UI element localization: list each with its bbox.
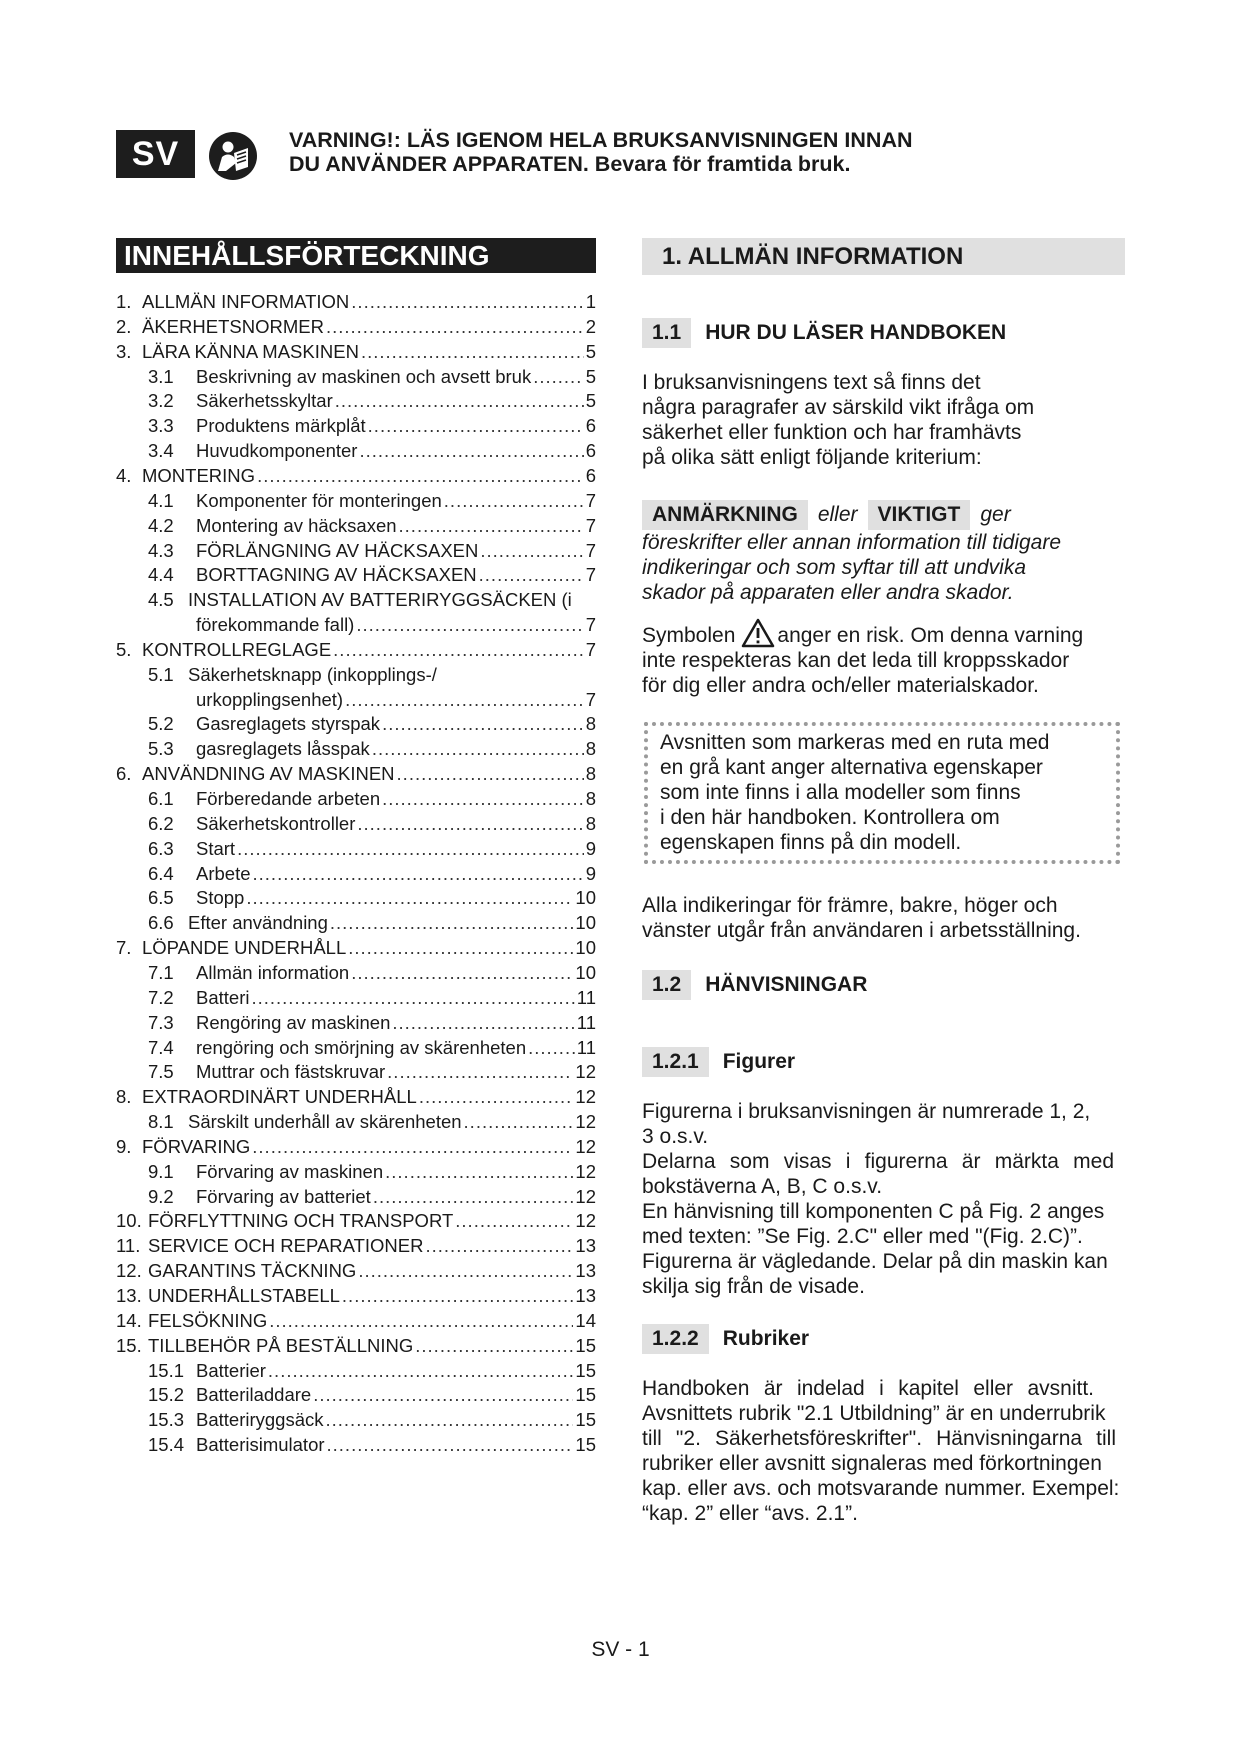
text-line: Handboken är indelad i kapitel eller avsnitt. [642, 1377, 1094, 1400]
toc-item-title: Efter användning [188, 912, 328, 934]
toc-item-page: 9 [585, 837, 596, 859]
toc-item-page: 10 [575, 937, 596, 959]
toc-item[interactable] [148, 1432, 596, 1457]
toc-leader-dots [330, 910, 574, 935]
subsection-title: Rubriker [722, 1327, 810, 1350]
toc-item-title: Särskilt underhåll av skärenheten [188, 1111, 462, 1133]
toc-item[interactable] [148, 538, 596, 563]
toc-item-title: UNDERHÅLLSTABELL [148, 1285, 340, 1306]
toc-item-page: 12 [575, 1111, 596, 1133]
toc-item-title: Muttrar och fästskruvar [196, 1061, 386, 1083]
toc-item[interactable] [148, 1184, 596, 1209]
rubriker-paragraph [642, 1376, 1137, 1526]
toc-leader-dots [397, 761, 584, 786]
text-line: bokstäverna A, B, C o.s.v. [642, 1175, 883, 1198]
toc-item-page: 15 [575, 1409, 596, 1431]
toc-leader-dots [399, 513, 584, 538]
toc-item-number: 13. [116, 1285, 142, 1306]
or-word: eller [817, 503, 858, 526]
toc-title: INNEHÅLLSFÖRTECKNING [116, 238, 596, 273]
toc-item[interactable] [116, 1308, 596, 1333]
text-line: Avsnitten som markeras med en ruta med [660, 731, 1050, 754]
toc-item-title: Allmän information [196, 961, 350, 983]
toc-item[interactable] [116, 289, 596, 314]
toc-item[interactable] [196, 612, 596, 637]
toc-item-number: 15.3 [148, 1409, 185, 1431]
toc-leader-dots [480, 538, 583, 563]
toc-item-page: 11 [576, 1036, 596, 1058]
toc-item-page: 8 [585, 812, 596, 834]
toc-item-title: LÄRA KÄNNA MASKINEN [142, 340, 359, 362]
toc-item-title: KONTROLLREGLAGE [142, 638, 332, 660]
toc-item-number: 6.6 [148, 912, 174, 934]
toc-item-title: Gasreglagets styrspak [196, 713, 381, 735]
toc-leader-dots [528, 1035, 575, 1060]
toc-leader-dots [419, 1084, 574, 1109]
toc-leader-dots [351, 289, 583, 314]
toc-leader-dots [327, 1432, 574, 1457]
toc-item-title: Förvaring av maskinen [196, 1160, 384, 1182]
toc-item[interactable] [148, 910, 596, 935]
toc-item-number: 15.1 [148, 1359, 185, 1381]
subsection-1-2-2-heading [642, 1324, 809, 1354]
subsection-number: 1.2.2 [642, 1324, 709, 1354]
toc-item[interactable] [116, 761, 596, 786]
toc-item-title: Stopp [196, 887, 245, 909]
toc-item-number: 7.2 [148, 986, 174, 1008]
toc-leader-dots [415, 1333, 573, 1358]
warning-symbol-paragraph [642, 618, 1122, 698]
toc-leader-dots [351, 960, 573, 985]
toc-item[interactable] [148, 662, 596, 687]
toc-leader-dots [348, 935, 573, 960]
toc-item-page: 12 [575, 1160, 596, 1182]
toc-item-title: Säkerhetsskyltar [196, 390, 333, 412]
toc-item-number: 9.2 [148, 1185, 174, 1207]
toc-item-title: ÄKERHETSNORMER [142, 315, 324, 337]
toc-item-number: 6.1 [148, 788, 174, 809]
note-tag: ANMÄRKNING [642, 500, 808, 530]
toc-leader-dots [251, 985, 574, 1010]
toc-item-page: 8 [585, 763, 596, 785]
text-line: med texten: ”Se Fig. 2.C" eller med "(Fig. 2.C)”. [642, 1225, 1083, 1248]
text-line: En hänvisning till komponenten C på Fig. 2 anges [642, 1200, 1105, 1223]
note-description [642, 530, 1122, 605]
subsection-number: 1.2 [642, 970, 691, 1000]
toc-item-page: 13 [575, 1235, 596, 1257]
toc-item-number: 6.5 [148, 887, 174, 909]
text-line: inte respekteras kan det leda till kroppsskador [642, 649, 1070, 672]
toc-leader-dots [368, 413, 584, 438]
toc-leader-dots [533, 364, 583, 389]
toc-item-page: 10 [575, 887, 596, 909]
toc-item-number: 3.2 [148, 390, 174, 412]
toc-item-number: 1. [116, 291, 132, 312]
toc-leader-dots [252, 1134, 573, 1159]
toc-item-number: 6.4 [148, 862, 174, 884]
toc-item-title: Montering av häcksaxen [196, 514, 397, 536]
toc-item-title: Batteriryggsäck [196, 1409, 324, 1431]
text-line: för dig eller andra och/eller materialskador. [642, 674, 1039, 697]
toc-item[interactable] [116, 1333, 596, 1358]
toc-item-number: 15. [116, 1334, 142, 1356]
toc-item[interactable] [116, 339, 596, 364]
toc-item-page: 14 [575, 1309, 596, 1331]
text-line: på olika sätt enligt följande kriterium: [642, 446, 982, 469]
text-line: rubriker eller avsnitt signaleras med förkortningen [642, 1452, 1102, 1475]
toc-item-page: 12 [575, 1210, 596, 1232]
text-line: 3 o.s.v. [642, 1125, 709, 1148]
toc-leader-dots [382, 711, 584, 736]
text-line: i den här handboken. Kontrollera om [660, 806, 1000, 829]
toc-item[interactable] [148, 960, 596, 985]
toc-leader-dots [392, 1010, 574, 1035]
toc-item[interactable] [148, 1358, 596, 1383]
toc-item-page: 5 [585, 365, 596, 387]
toc-item-page: 13 [575, 1260, 596, 1282]
subsection-title: HÄNVISNINGAR [705, 973, 868, 996]
toc-item-title: Säkerhetskontroller [196, 812, 356, 834]
toc-item-title: MONTERING [142, 464, 256, 486]
toc-leader-dots [479, 562, 584, 587]
toc-leader-dots [464, 1109, 574, 1134]
toc-item-page: 15 [575, 1384, 596, 1406]
toc-item[interactable] [148, 1159, 596, 1184]
toc-item[interactable] [148, 885, 596, 910]
toc-leader-dots [342, 1283, 574, 1308]
toc-item[interactable] [148, 364, 596, 389]
text-line: indikeringar och som syftar till att undvika [642, 556, 1026, 579]
toc-item-page: 11 [576, 1011, 596, 1033]
toc-leader-dots [246, 885, 573, 910]
text-line: vänster utgår från användaren i arbetsställning. [642, 919, 1081, 942]
toc-item-number: 7.4 [148, 1036, 174, 1058]
toc-item-title: EXTRAORDINÄRT UNDERHÅLL [142, 1086, 417, 1108]
text-line: Figurerna i bruksanvisningen är numrerade 1, 2, [642, 1100, 1091, 1123]
toc-item[interactable] [116, 1208, 596, 1233]
text-line: säkerhet eller funktion och har framhävts [642, 421, 1022, 444]
toc-leader-dots [359, 438, 583, 463]
toc-item[interactable] [148, 811, 596, 836]
toc-item-title: Batterisimulator [196, 1434, 325, 1456]
toc-item-page: 8 [585, 788, 596, 809]
toc-item-title: Rengöring av maskinen [196, 1011, 391, 1033]
toc-item-page: 7 [585, 514, 596, 536]
toc-item-title: INSTALLATION AV BATTERIRYGGSÄCKEN (i [188, 589, 572, 611]
toc-leader-dots [269, 1308, 573, 1333]
toc-item-number: 5.2 [148, 713, 174, 735]
toc-item[interactable] [116, 1233, 596, 1258]
text-fragment: Symbolen [642, 624, 736, 647]
toc-item[interactable] [148, 562, 596, 587]
subsection-number: 1.1 [642, 318, 691, 348]
toc-item[interactable] [116, 637, 596, 662]
toc-item-number: 14. [116, 1309, 142, 1331]
toc-item[interactable] [148, 736, 596, 761]
toc-item-page: 13 [575, 1285, 596, 1306]
toc-item-number: 9.1 [148, 1160, 174, 1182]
toc-leader-dots [326, 314, 584, 339]
subsection-1-1-heading [642, 318, 1006, 348]
toc-item-title: FÖRLÄNGNING AV HÄCKSAXEN [196, 539, 479, 561]
toc-item-number: 6.3 [148, 837, 174, 859]
toc-item-title: ANVÄNDNING AV MASKINEN [142, 763, 395, 785]
toc-item-page: 10 [575, 912, 596, 934]
toc-leader-dots [268, 1358, 574, 1383]
toc-item-title: FÖRFLYTTNING OCH TRANSPORT [148, 1210, 454, 1232]
toc-leader-dots [382, 786, 584, 811]
note-legend [642, 500, 1122, 530]
toc-item-page: 7 [585, 539, 596, 561]
toc-leader-dots [253, 861, 584, 886]
toc-item[interactable] [148, 1059, 596, 1084]
toc-item-page: 6 [585, 464, 596, 486]
language-badge: SV [116, 130, 195, 178]
toc-item-number: 4.4 [148, 564, 174, 586]
text-line: I bruksanvisningens text så finns det [642, 371, 981, 394]
toc-item-title: Start [196, 837, 236, 859]
toc-item-title: LÖPANDE UNDERHÅLL [142, 937, 347, 959]
toc-leader-dots [356, 612, 583, 637]
toc-item-title: Arbete [196, 862, 251, 884]
toc-item-title: FÖRVARING [142, 1135, 251, 1157]
toc-item-page: 9 [585, 862, 596, 884]
toc-item-number: 6.2 [148, 812, 174, 834]
toc-leader-dots [426, 1233, 574, 1258]
toc-leader-dots [455, 1208, 573, 1233]
toc-item[interactable] [148, 786, 596, 811]
toc-item[interactable] [116, 1134, 596, 1159]
subsection-1-2-heading [642, 970, 867, 1000]
toc-leader-dots [326, 1407, 574, 1432]
read-manual-icon [208, 131, 258, 181]
toc-item-title: Komponenter för monteringen [196, 489, 442, 511]
text-line: skilja sig från de visade. [642, 1275, 865, 1298]
toc-item-title: SERVICE OCH REPARATIONER [148, 1235, 424, 1257]
toc-item-page: 2 [585, 315, 596, 337]
toc-item-page: 15 [575, 1334, 596, 1356]
toc-item[interactable] [148, 1035, 596, 1060]
toc-item[interactable] [116, 1258, 596, 1283]
toc-item-title: förekommande fall) [196, 614, 355, 636]
toc-item-number: 5.1 [148, 663, 174, 685]
toc-item-number: 7.3 [148, 1011, 174, 1033]
toc-item-title: FELSÖKNING [148, 1309, 268, 1331]
toc-item-page: 1 [585, 291, 596, 312]
toc-item[interactable] [148, 1010, 596, 1035]
important-tag: VIKTIGT [868, 500, 971, 530]
toc-item[interactable] [148, 438, 596, 463]
toc-item-page: 5 [585, 340, 596, 362]
toc-item[interactable] [148, 587, 596, 612]
toc-item[interactable] [148, 513, 596, 538]
text-line: Avsnittets rubrik "2.1 Utbildning” är en underrubrik [642, 1402, 1106, 1425]
toc-item-page: 7 [585, 564, 596, 586]
toc-item-title: Förberedande arbeten [196, 788, 381, 809]
toc-item-number: 10. [116, 1210, 142, 1232]
toc-leader-dots [345, 687, 584, 712]
toc-item-number: 4.2 [148, 514, 174, 536]
toc-leader-dots [357, 811, 583, 836]
text-line: en grå kant anger alternativa egenskaper [660, 756, 1043, 779]
toc-item-title: GARANTINS TÄCKNING [148, 1260, 357, 1282]
toc-item-title: Batteri [196, 986, 250, 1008]
text-line: Alla indikeringar för främre, bakre, höger och [642, 894, 1058, 917]
toc-item-title: BORTTAGNING AV HÄCKSAXEN [196, 564, 477, 586]
figures-paragraph [642, 1099, 1114, 1299]
toc-item-number: 7.5 [148, 1061, 174, 1083]
text-line: föreskrifter eller annan information till tidigare [642, 531, 1062, 554]
text-line: kap. eller avs. och motsvarande nummer. Exempel: [642, 1477, 1120, 1500]
toc-item-page: 11 [576, 986, 596, 1008]
toc-item-title: urkopplingsenhet) [196, 688, 344, 710]
toc-item-number: 3.1 [148, 365, 174, 387]
text-line: egenskapen finns på din modell. [660, 831, 962, 854]
toc-item-number: 8.1 [148, 1111, 174, 1133]
toc-item[interactable] [148, 1407, 596, 1432]
toc-item-number: 4.5 [148, 589, 174, 611]
toc-leader-dots [361, 339, 584, 364]
toc-item[interactable] [116, 463, 596, 488]
subsection-title: Figurer [722, 1050, 796, 1073]
toc-leader-dots [257, 463, 584, 488]
toc-item-title: ALLMÄN INFORMATION [142, 291, 350, 312]
toc-item[interactable] [148, 861, 596, 886]
toc-item-title: Batterier [196, 1359, 266, 1381]
toc-item-number: 3.3 [148, 415, 174, 437]
toc-item-title: gasreglagets låsspak [196, 738, 370, 760]
toc-item[interactable] [116, 314, 596, 339]
toc-item[interactable] [148, 388, 596, 413]
toc-leader-dots [372, 736, 584, 761]
text-fragment: anger en risk. Om denna varning [777, 624, 1084, 647]
text-line: Figurerna är vägledande. Delar på din maskin kan [642, 1250, 1108, 1273]
toc-item[interactable] [148, 985, 596, 1010]
toc-item[interactable] [116, 935, 596, 960]
toc-item-page: 6 [585, 415, 596, 437]
subsection-number: 1.2.1 [642, 1047, 709, 1077]
warning-line-2: DU ANVÄNDER APPARATEN. Bevara för framtida bruk. [289, 152, 851, 176]
toc-leader-dots [335, 388, 584, 413]
toc-leader-dots [387, 1059, 573, 1084]
safety-warning [289, 128, 1009, 176]
toc-leader-dots [373, 1184, 574, 1209]
toc-item-page: 15 [575, 1434, 596, 1456]
toc-item-number: 6. [116, 763, 132, 785]
toc-item[interactable] [116, 1084, 596, 1109]
toc-item[interactable] [148, 836, 596, 861]
toc-item[interactable] [148, 1382, 596, 1407]
toc-item-page: 15 [575, 1359, 596, 1381]
toc-item-title: Beskrivning av maskinen och avsett bruk [196, 365, 532, 387]
toc-item-number: 5.3 [148, 738, 174, 760]
toc-item-number: 3.4 [148, 440, 174, 462]
ger-word: ger [980, 503, 1011, 526]
text-line: några paragrafer av särskild vikt ifråga om [642, 396, 1035, 419]
page-number: SV - 1 [591, 1638, 650, 1661]
toc-leader-dots [333, 637, 584, 662]
toc-leader-dots [385, 1159, 573, 1184]
toc-item-page: 7 [585, 638, 596, 660]
toc-item-number: 9. [116, 1135, 132, 1157]
toc-item-number: 5. [116, 638, 132, 660]
toc-item-number: 12. [116, 1260, 142, 1282]
toc-item-title: Huvudkomponenter [196, 440, 358, 462]
toc-item-page: 7 [585, 489, 596, 511]
text-line: till "2. Säkerhetsföreskrifter". Hänvisningarna till [642, 1427, 1116, 1450]
toc-item-page: 7 [585, 688, 596, 710]
toc-leader-dots [444, 488, 584, 513]
toc-item-number: 4.1 [148, 489, 174, 511]
toc-item-title: Förvaring av batteriet [196, 1185, 371, 1207]
toc-item-title: Batteriladdare [196, 1384, 312, 1406]
toc-item-title: Säkerhetsknapp (inkopplings-/ [188, 663, 437, 685]
intro-paragraph [642, 370, 1122, 470]
toc-item-title: TILLBEHÖR PÅ BESTÄLLNING [148, 1334, 414, 1356]
toc-item-number: 7. [116, 937, 132, 959]
text-line: Delarna som visas i figurerna är märkta med [642, 1150, 1114, 1173]
text-line: “kap. 2” eller “avs. 2.1”. [642, 1502, 858, 1525]
toc-item-number: 3. [116, 340, 132, 362]
warning-line-1: VARNING!: LÄS IGENOM HELA BRUKSANVISNINGEN INNAN [289, 128, 913, 152]
toc-item-page: 12 [575, 1185, 596, 1207]
toc-item-number: 15.4 [148, 1434, 185, 1456]
toc-item[interactable] [116, 1283, 596, 1308]
warning-triangle-icon [741, 618, 775, 648]
toc-item-number: 4. [116, 464, 132, 486]
text-line: skador på apparaten eller andra skador. [642, 581, 1014, 604]
subsection-title: HUR DU LÄSER HANDBOKEN [705, 321, 1007, 344]
toc-item-page: 7 [585, 614, 596, 636]
toc-leader-dots [358, 1258, 573, 1283]
toc-item[interactable] [148, 1109, 596, 1134]
toc-item[interactable] [148, 413, 596, 438]
optional-features-text [660, 730, 1110, 855]
toc-item[interactable] [148, 711, 596, 736]
toc-item-page: 12 [575, 1086, 596, 1108]
toc-item-page: 12 [575, 1061, 596, 1083]
text-line: som inte finns i alla modeller som finns [660, 781, 1021, 804]
directions-paragraph [642, 893, 1132, 943]
toc-item-page: 10 [575, 961, 596, 983]
toc-item-page: 12 [575, 1135, 596, 1157]
toc-leader-dots [237, 836, 584, 861]
toc-item[interactable] [148, 488, 596, 513]
toc-item-number: 8. [116, 1086, 132, 1108]
toc-item-title: Produktens märkplåt [196, 415, 366, 437]
toc-item-page: 8 [585, 713, 596, 735]
section-1-heading: 1. ALLMÄN INFORMATION [642, 238, 1125, 275]
toc-leader-dots [313, 1382, 573, 1407]
toc-item[interactable] [196, 687, 596, 712]
toc-item-title: rengöring och smörjning av skärenheten [196, 1036, 527, 1058]
toc-item-page: 6 [585, 440, 596, 462]
subsection-1-2-1-heading [642, 1047, 795, 1077]
toc-item-page: 5 [585, 390, 596, 412]
toc-item-number: 11. [116, 1235, 141, 1257]
toc-item-number: 4.3 [148, 539, 174, 561]
toc-item-number: 2. [116, 315, 132, 337]
toc-item-number: 7.1 [148, 961, 174, 983]
toc-item-number: 15.2 [148, 1384, 185, 1406]
toc-item-page: 8 [585, 738, 596, 760]
